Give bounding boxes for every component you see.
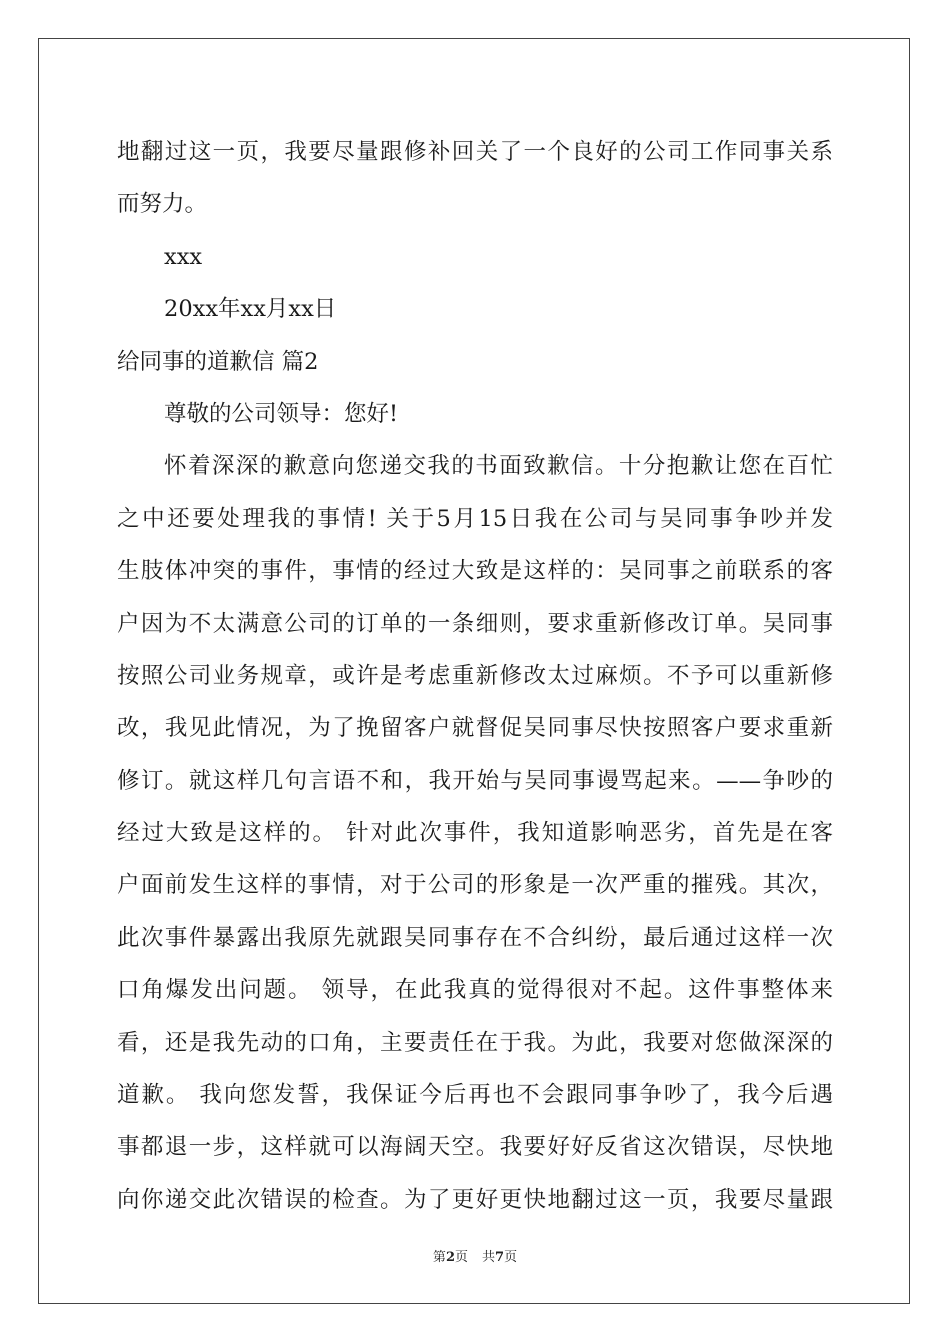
paragraph-line: 地翻过这一页，我要尽量跟修补回关了一个良好的公司工作同事关系	[117, 139, 833, 165]
total-suffix: 页	[504, 1250, 518, 1265]
paragraph-line: 此次事件暴露出我原先就跟吴同事存在不合纠纷，最后通过这样一次	[117, 924, 833, 951]
paragraph-line: 按照公司业务规章，或许是考虑重新修改太过麻烦。不予可以重新修	[117, 662, 833, 689]
page-prefix: 第	[432, 1250, 446, 1265]
current-page-number: 2	[445, 1250, 455, 1265]
paragraph-line: 修订。就这样几句言语不和，我开始与吴同事谩骂起来。——争吵的	[117, 767, 833, 794]
paragraph-line: 而努力。	[117, 191, 208, 218]
section-title: 给同事的道歉信 篇2	[117, 348, 319, 375]
signature-date: 20xx年xx月xx日	[164, 296, 337, 323]
total-prefix: 共	[482, 1250, 496, 1265]
paragraph-line: 户因为不太满意公司的订单的一条细则，要求重新修改订单。吴同事	[117, 610, 833, 637]
paragraph-line: 户面前发生这样的事情，对于公司的形象是一次严重的摧残。其次，	[117, 872, 833, 899]
page-suffix: 页	[454, 1250, 468, 1265]
paragraph-line: 看，还是我先动的口角，主要责任在于我。为此，我要对您做深深的	[117, 1029, 833, 1056]
paragraph-line: 事都退一步，这样就可以海阔天空。我要好好反省这次错误，尽快地	[117, 1134, 833, 1161]
paragraph-line: 怀着深深的歉意向您递交我的书面致歉信。十分抱歉让您在百忙	[164, 453, 833, 480]
document-body	[117, 126, 833, 1226]
page-footer	[0, 1250, 950, 1266]
paragraph-line: 生肢体冲突的事件，事情的经过大致是这样的：吴同事之前联系的客	[117, 558, 833, 585]
paragraph-line: 之中还要处理我的事情! 关于5月15日我在公司与吴同事争吵并发	[117, 505, 833, 532]
paragraph-line: 经过大致是这样的。 针对此次事件，我知道影响恶劣，首先是在客	[117, 820, 833, 847]
paragraph-line: 改，我见此情况，为了挽留客户就督促吴同事尽快按照客户要求重新	[117, 715, 833, 742]
total-pages-number: 7	[495, 1250, 505, 1265]
salutation: 尊敬的公司领导：您好!	[164, 400, 399, 427]
paragraph-line: 向你递交此次错误的检查。为了更好更快地翻过这一页，我要尽量跟	[117, 1186, 833, 1213]
paragraph-line: 口角爆发出问题。 领导，在此我真的觉得很对不起。这件事整体来	[117, 977, 833, 1004]
signature-name: xxx	[164, 243, 203, 270]
paragraph-line: 道歉。 我向您发誓，我保证今后再也不会跟同事争吵了，我今后遇	[117, 1082, 833, 1109]
